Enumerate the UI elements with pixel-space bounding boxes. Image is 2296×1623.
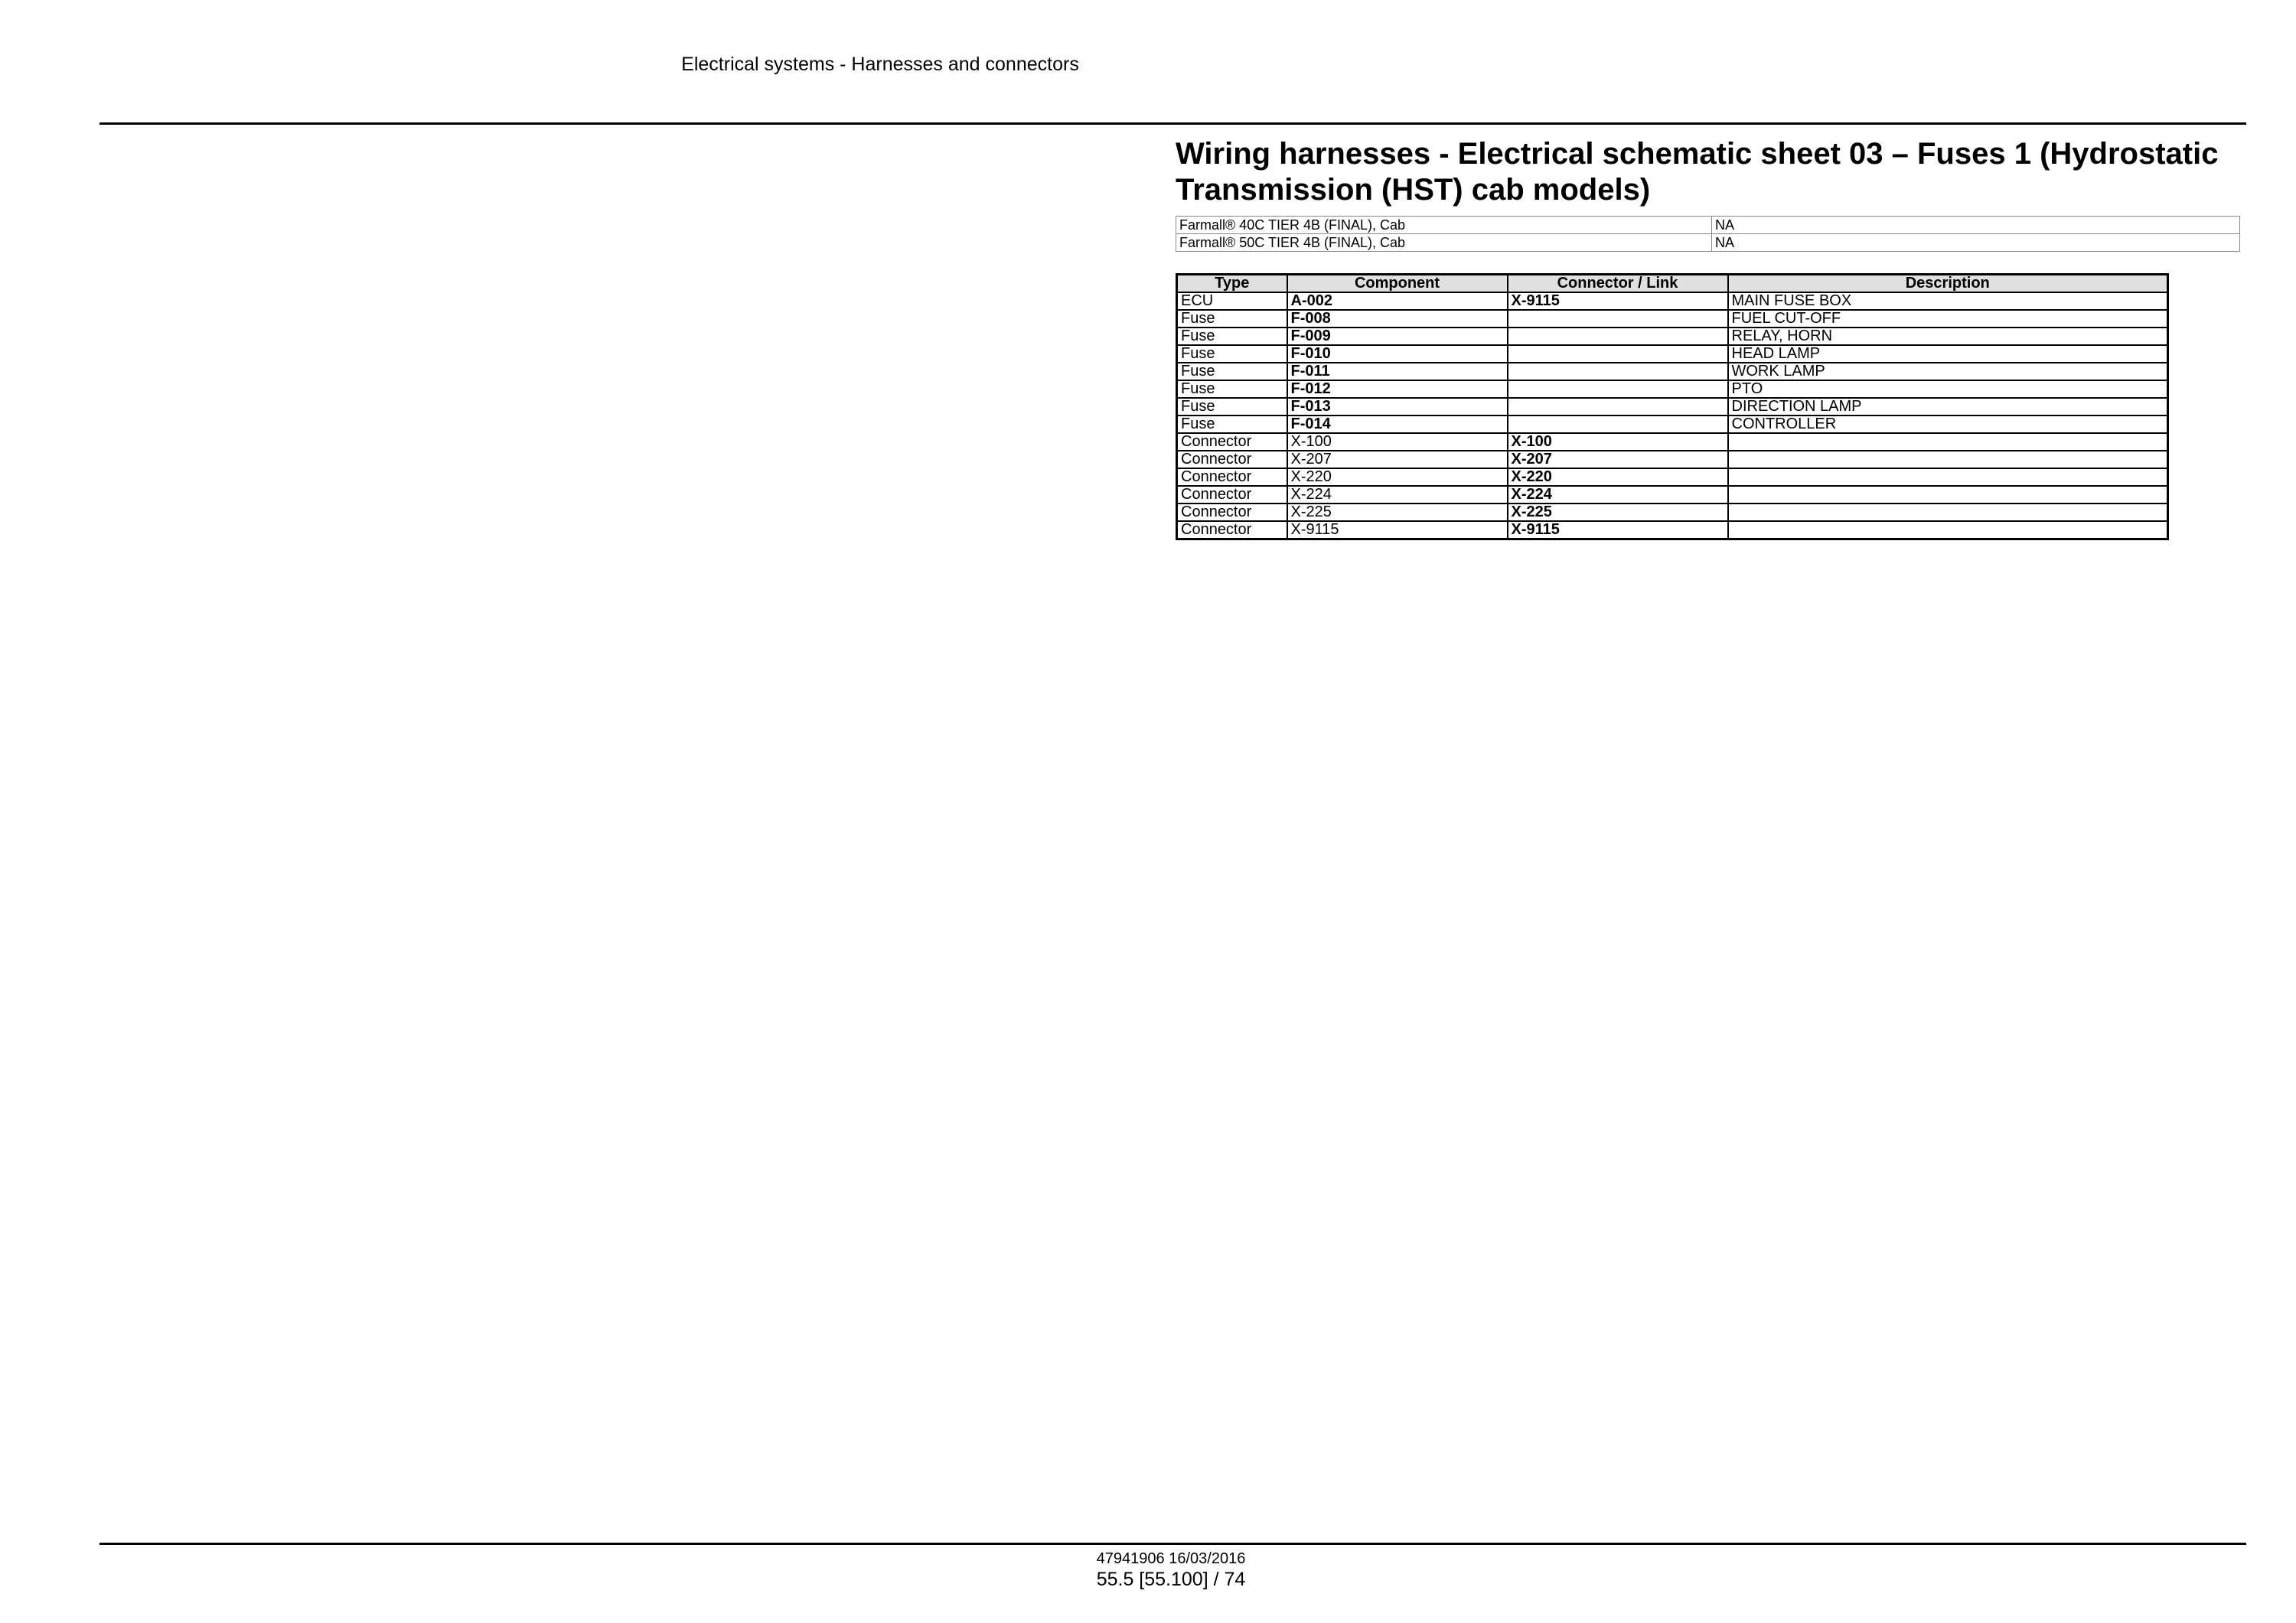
cell-connector <box>1508 345 1728 363</box>
cell-description: HEAD LAMP <box>1728 345 2168 363</box>
cell-component: F-010 <box>1287 345 1508 363</box>
table-row <box>1177 451 2168 468</box>
cell-connector <box>1508 328 1728 345</box>
running-header: Electrical systems - Harnesses and connectors <box>681 54 1079 75</box>
column-header-component: Component <box>1287 275 1508 293</box>
cell-connector: X-225 <box>1508 504 1728 521</box>
cell-connector <box>1508 310 1728 328</box>
cell-type: ECU <box>1177 292 1287 310</box>
cell-type: Connector <box>1177 468 1287 486</box>
cell-description <box>1728 486 2168 504</box>
cell-connector <box>1508 363 1728 380</box>
model-name: Farmall® 40C TIER 4B (FINAL), Cab <box>1176 217 1712 234</box>
cell-component: X-224 <box>1287 486 1508 504</box>
cell-description: PTO <box>1728 380 2168 398</box>
cell-type: Fuse <box>1177 416 1287 433</box>
model-row <box>1176 234 2240 252</box>
cell-connector: X-100 <box>1508 433 1728 451</box>
cell-component: F-012 <box>1287 380 1508 398</box>
table-row <box>1177 363 2168 380</box>
header-rule <box>99 122 2246 125</box>
table-row <box>1177 433 2168 451</box>
table-row <box>1177 504 2168 521</box>
cell-type: Fuse <box>1177 380 1287 398</box>
table-row <box>1177 416 2168 433</box>
cell-component: X-9115 <box>1287 521 1508 539</box>
column-header-connector: Connector / Link <box>1508 275 1728 293</box>
model-name: Farmall® 50C TIER 4B (FINAL), Cab <box>1176 234 1712 252</box>
cell-description: WORK LAMP <box>1728 363 2168 380</box>
table-row <box>1177 292 2168 310</box>
table-row <box>1177 468 2168 486</box>
cell-type: Fuse <box>1177 398 1287 416</box>
cell-connector <box>1508 416 1728 433</box>
cell-type: Fuse <box>1177 363 1287 380</box>
footer-rule <box>99 1543 2246 1545</box>
table-row <box>1177 310 2168 328</box>
cell-component: X-220 <box>1287 468 1508 486</box>
cell-description: RELAY, HORN <box>1728 328 2168 345</box>
cell-component: F-011 <box>1287 363 1508 380</box>
cell-component: F-008 <box>1287 310 1508 328</box>
components-table <box>1176 273 2169 540</box>
cell-type: Fuse <box>1177 310 1287 328</box>
cell-component: F-009 <box>1287 328 1508 345</box>
cell-description <box>1728 504 2168 521</box>
table-row <box>1177 380 2168 398</box>
model-applicability-table <box>1176 216 2240 252</box>
cell-component: X-100 <box>1287 433 1508 451</box>
cell-type: Fuse <box>1177 328 1287 345</box>
cell-description: CONTROLLER <box>1728 416 2168 433</box>
cell-connector: X-224 <box>1508 486 1728 504</box>
model-row <box>1176 217 2240 234</box>
table-row <box>1177 328 2168 345</box>
page-title: Wiring harnesses - Electrical schematic sheet 03 – Fuses 1 (Hydrostatic Transmission (HST) cab models) <box>1176 137 2219 207</box>
table-header-row <box>1177 275 2168 293</box>
cell-description: MAIN FUSE BOX <box>1728 292 2168 310</box>
cell-component: X-207 <box>1287 451 1508 468</box>
page-number: 55.5 [55.100] / 74 <box>1096 1569 1246 1590</box>
cell-connector: X-207 <box>1508 451 1728 468</box>
cell-component: A-002 <box>1287 292 1508 310</box>
table-row <box>1177 398 2168 416</box>
cell-connector <box>1508 380 1728 398</box>
cell-type: Connector <box>1177 504 1287 521</box>
cell-connector <box>1508 398 1728 416</box>
cell-description <box>1728 433 2168 451</box>
cell-type: Connector <box>1177 521 1287 539</box>
cell-description <box>1728 521 2168 539</box>
cell-connector: X-220 <box>1508 468 1728 486</box>
cell-description <box>1728 468 2168 486</box>
cell-description <box>1728 451 2168 468</box>
cell-connector: X-9115 <box>1508 521 1728 539</box>
document-reference: 47941906 16/03/2016 <box>1096 1550 1246 1567</box>
model-value: NA <box>1712 217 2240 234</box>
table-row <box>1177 521 2168 539</box>
table-row <box>1177 486 2168 504</box>
cell-component: F-014 <box>1287 416 1508 433</box>
cell-description: FUEL CUT-OFF <box>1728 310 2168 328</box>
cell-type: Connector <box>1177 486 1287 504</box>
column-header-type: Type <box>1177 275 1287 293</box>
column-header-description: Description <box>1728 275 2168 293</box>
cell-component: X-225 <box>1287 504 1508 521</box>
cell-type: Connector <box>1177 451 1287 468</box>
cell-component: F-013 <box>1287 398 1508 416</box>
table-row <box>1177 345 2168 363</box>
model-value: NA <box>1712 234 2240 252</box>
cell-description: DIRECTION LAMP <box>1728 398 2168 416</box>
cell-type: Fuse <box>1177 345 1287 363</box>
cell-type: Connector <box>1177 433 1287 451</box>
cell-connector: X-9115 <box>1508 292 1728 310</box>
